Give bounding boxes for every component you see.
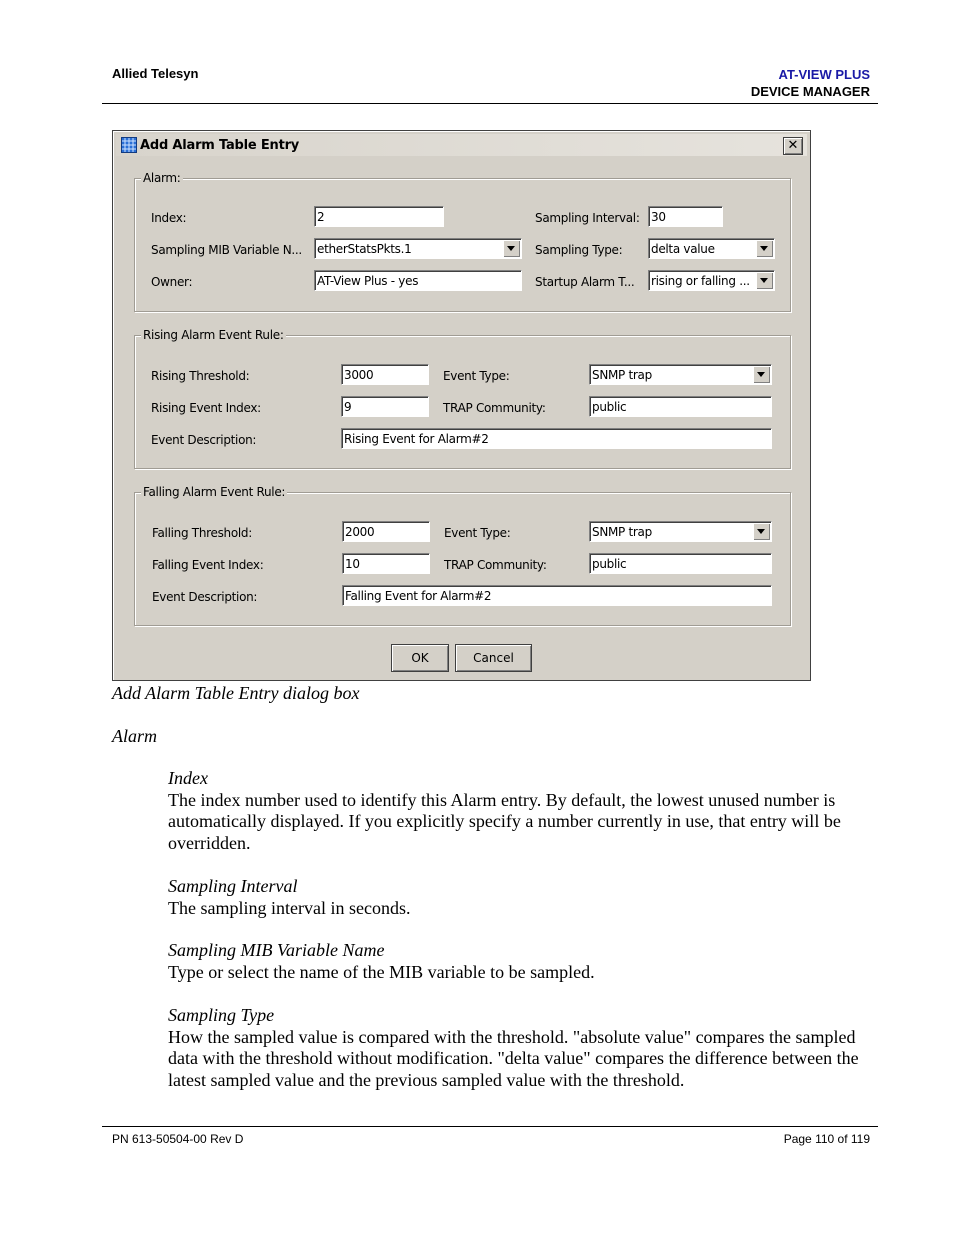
alarm-group — [134, 171, 791, 312]
description-index — [168, 768, 873, 854]
index-label: Index: — [151, 211, 187, 225]
chevron-down-icon[interactable] — [753, 366, 770, 383]
term-sampling-type: Sampling Type — [168, 1005, 275, 1025]
mib-variable-combo[interactable] — [314, 238, 522, 259]
sampling-interval-label: Sampling Interval: — [535, 211, 640, 225]
falling-desc-input[interactable]: Falling Event for Alarm#2 — [342, 585, 772, 606]
text-sampling-type: How the sampled value is compared with the threshold. "absolute value" compares the sampled data with the threshold without modification. "delta value" compares the difference between the latest sampled value and the previous sampled value with the threshold. — [168, 1026, 859, 1090]
rising-event-type-select[interactable] — [589, 364, 772, 385]
rising-event-type-label: Event Type: — [443, 369, 510, 383]
add-alarm-dialog — [112, 130, 811, 681]
sampling-type-value: delta value — [651, 242, 715, 256]
page-number: Page 110 of 119 — [783, 1132, 870, 1146]
cancel-button[interactable]: Cancel — [455, 644, 532, 672]
rising-threshold-label: Rising Threshold: — [151, 369, 250, 383]
falling-desc-label: Event Description: — [152, 590, 258, 604]
text-mib-variable: Type or select the name of the MIB variable to be sampled. — [168, 961, 595, 982]
sampling-type-select[interactable] — [648, 238, 775, 259]
falling-group-title: Falling Alarm Event Rule: — [143, 485, 286, 499]
grid-icon — [121, 137, 137, 153]
close-button[interactable] — [783, 137, 803, 155]
description-sampling-interval — [168, 876, 873, 919]
part-number: PN 613-50504-00 Rev D — [112, 1132, 244, 1146]
dialog-title: Add Alarm Table Entry — [140, 138, 300, 153]
index-input[interactable]: 2 — [314, 206, 444, 227]
term-sampling-interval: Sampling Interval — [168, 876, 298, 896]
page-header-company: Allied Telesyn — [112, 66, 199, 81]
text-sampling-interval: The sampling interval in seconds. — [168, 897, 411, 918]
mib-variable-label: Sampling MIB Variable N... — [151, 243, 302, 257]
falling-community-input[interactable]: public — [589, 553, 772, 574]
description-mib-variable — [168, 940, 873, 983]
sampling-type-label: Sampling Type: — [535, 243, 623, 257]
startup-alarm-value: rising or falling ... — [651, 274, 750, 288]
sampling-interval-input[interactable]: 30 — [648, 206, 723, 227]
ok-button[interactable]: OK — [391, 644, 449, 672]
rising-alarm-group — [134, 328, 791, 469]
term-mib-variable: Sampling MIB Variable Name — [168, 940, 385, 960]
falling-event-index-input[interactable]: 10 — [342, 553, 430, 574]
falling-community-label: TRAP Community: — [444, 558, 547, 572]
section-title: Alarm — [112, 726, 157, 746]
falling-event-type-value: SNMP trap — [592, 525, 652, 539]
rising-event-index-input[interactable]: 9 — [341, 396, 429, 417]
falling-event-type-select[interactable] — [589, 521, 772, 542]
chevron-down-icon[interactable] — [756, 240, 773, 257]
chevron-down-icon[interactable] — [753, 523, 770, 540]
text-index: The index number used to identify this Alarm entry. By default, the lowest unused number is automatically displayed. If you explicitly specify a number currently in use, that entry will be overridden. — [168, 789, 841, 853]
alarm-group-title: Alarm: — [143, 171, 181, 185]
mib-variable-value: etherStatsPkts.1 — [317, 242, 412, 256]
rising-community-label: TRAP Community: — [443, 401, 546, 415]
falling-event-index-label: Falling Event Index: — [152, 558, 264, 572]
footer-rule — [102, 1126, 878, 1127]
figure-caption: Add Alarm Table Entry dialog box — [112, 683, 360, 703]
owner-label: Owner: — [151, 275, 193, 289]
falling-threshold-label: Falling Threshold: — [152, 526, 252, 540]
rising-event-index-label: Rising Event Index: — [151, 401, 261, 415]
rising-group-title: Rising Alarm Event Rule: — [143, 328, 284, 342]
falling-alarm-group — [134, 485, 791, 626]
rising-threshold-input[interactable]: 3000 — [341, 364, 429, 385]
product-name: AT-VIEW PLUS — [778, 67, 870, 82]
close-icon: ✕ — [787, 138, 799, 153]
rising-event-type-value: SNMP trap — [592, 368, 652, 382]
dialog-titlebar[interactable] — [116, 134, 807, 156]
page-header-product — [751, 66, 870, 100]
rising-desc-label: Event Description: — [151, 433, 257, 447]
startup-alarm-label: Startup Alarm T... — [535, 275, 635, 289]
startup-alarm-select[interactable] — [648, 270, 775, 291]
header-rule — [102, 103, 878, 104]
module-name: DEVICE MANAGER — [750, 84, 870, 99]
chevron-down-icon[interactable] — [503, 240, 520, 257]
falling-threshold-input[interactable]: 2000 — [342, 521, 430, 542]
rising-desc-input[interactable]: Rising Event for Alarm#2 — [341, 428, 772, 449]
description-sampling-type — [168, 1005, 873, 1091]
rising-community-input[interactable]: public — [589, 396, 772, 417]
chevron-down-icon[interactable] — [756, 272, 773, 289]
falling-event-type-label: Event Type: — [444, 526, 511, 540]
owner-input[interactable]: AT-View Plus - yes — [314, 270, 522, 291]
term-index: Index — [168, 768, 208, 788]
